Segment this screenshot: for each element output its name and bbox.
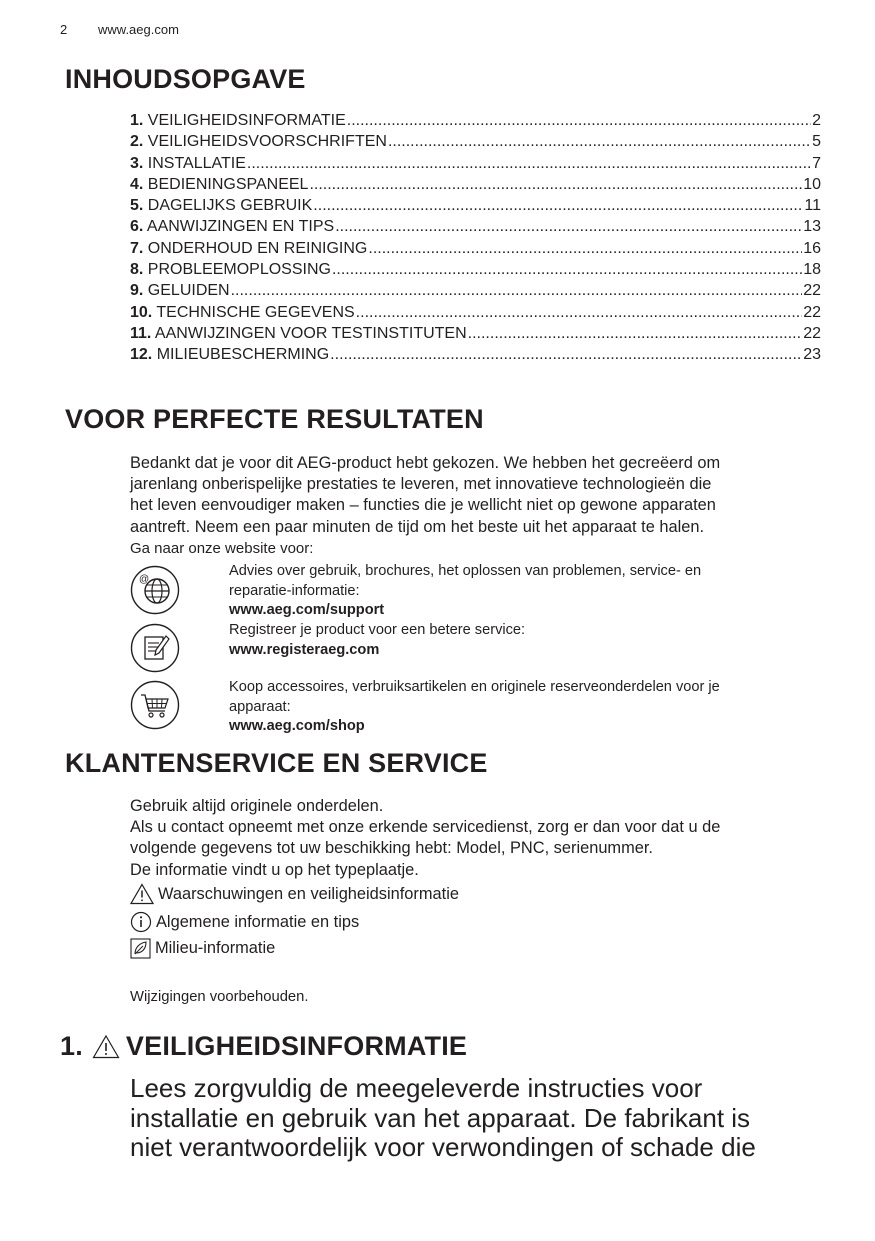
perfect-results-title: VOOR PERFECTE RESULTATEN xyxy=(65,404,484,434)
toc-item-number: 3. xyxy=(130,154,144,172)
toc-item-page: 16 xyxy=(803,239,821,257)
perfect-results-intro xyxy=(130,453,820,559)
customer-service-text xyxy=(130,796,820,881)
service-desc: reparatie-informatie: xyxy=(229,582,360,599)
toc-leader xyxy=(335,218,802,236)
safety-line: niet verantwoordelijk voor verwondingen of schade die xyxy=(130,1132,756,1162)
toc-item-page: 23 xyxy=(803,346,821,364)
service-line: volgende gegevens tot uw beschikking hebt: Model, PNC, serienummer. xyxy=(130,839,653,858)
safety-line: Lees zorgvuldig de meegeleverde instructies voor xyxy=(130,1073,703,1103)
toc-item[interactable] xyxy=(130,240,821,261)
changes-note: Wijzigingen voorbehouden. xyxy=(130,989,309,1005)
intro-line: Ga naar onze website voor: xyxy=(130,539,314,557)
page-number: 2 xyxy=(60,22,68,37)
warning-icon xyxy=(130,883,154,905)
shop-link[interactable]: www.aeg.com/shop xyxy=(229,718,365,734)
toc-item-page: 13 xyxy=(803,218,821,236)
customer-service-title: KLANTENSERVICE EN SERVICE xyxy=(65,748,488,778)
toc-leader xyxy=(313,197,803,215)
globe-icon xyxy=(130,565,180,615)
toc-item-number: 12. xyxy=(130,346,153,364)
toc-item-number: 8. xyxy=(130,261,144,279)
cart-icon xyxy=(130,680,180,730)
support-link[interactable]: www.aeg.com/support xyxy=(229,602,385,618)
toc-item-label: PROBLEEMOPLOSSING xyxy=(147,261,331,279)
safety-intro xyxy=(130,1074,830,1163)
legend-warning xyxy=(130,883,459,905)
toc-item-number: 2. xyxy=(130,133,144,151)
register-link[interactable]: www.registeraeg.com xyxy=(229,641,380,658)
safety-line: installatie en gebruik van het apparaat. De fabrikant is xyxy=(130,1102,751,1133)
legend-label: Algemene informatie en tips xyxy=(156,912,360,931)
toc-item-page: 7 xyxy=(812,154,821,172)
service-shop xyxy=(229,678,809,737)
safety-number: 1. xyxy=(60,1031,83,1061)
service-line: Gebruik altijd originele onderdelen. xyxy=(130,797,384,815)
toc-item[interactable] xyxy=(130,282,821,303)
service-register xyxy=(229,621,809,660)
toc-item-number: 4. xyxy=(130,175,144,193)
toc-item-page: 22 xyxy=(803,282,821,300)
service-desc: Registreer je product voor een betere service: xyxy=(229,622,526,638)
service-support xyxy=(229,562,809,621)
toc-leader xyxy=(247,155,811,173)
legend-label: Waarschuwingen en veiligheidsinformatie xyxy=(158,884,459,903)
intro-line: Bedankt dat je voor dit AEG-product hebt gekozen. We hebben het gecreëerd om xyxy=(130,454,721,472)
toc-title: INHOUDSOPGAVE xyxy=(65,64,306,94)
toc-item-number: 9. xyxy=(130,282,144,300)
toc-leader xyxy=(388,133,811,151)
toc-item-page: 22 xyxy=(803,324,821,342)
toc-item[interactable] xyxy=(130,133,821,154)
intro-line: jarenlang onberispelijke prestaties te leveren, met innovatieve technologieën die xyxy=(130,475,712,494)
register-icon xyxy=(130,623,180,673)
toc-item-page: 2 xyxy=(812,112,821,129)
toc-item[interactable] xyxy=(130,261,821,282)
toc-item-label: MILIEUBESCHERMING xyxy=(156,346,330,364)
service-line: De informatie vindt u op het typeplaatje. xyxy=(130,860,419,879)
toc-item-number: 7. xyxy=(130,239,144,257)
toc-item-page: 22 xyxy=(803,303,821,321)
toc-leader xyxy=(330,346,802,364)
legend-environment xyxy=(130,938,275,959)
intro-line: het leven eenvoudiger maken – functies die je wellicht niet op gewone apparaten xyxy=(130,496,716,515)
toc-leader xyxy=(368,240,802,258)
toc-leader xyxy=(309,176,802,194)
toc-item[interactable] xyxy=(130,155,821,176)
toc-leader xyxy=(332,261,802,279)
toc-item-page: 18 xyxy=(803,261,821,279)
safety-heading xyxy=(60,1031,467,1062)
service-line: Als u contact opneemt met onze erkende servicedienst, zorg er dan voor dat u de xyxy=(130,818,721,837)
toc-item-page: 10 xyxy=(803,175,821,193)
toc-leader xyxy=(356,304,803,322)
toc-item-number: 11. xyxy=(130,324,152,342)
toc-item-label: AANWIJZINGEN EN TIPS xyxy=(146,218,335,236)
toc-item[interactable] xyxy=(130,112,821,133)
toc-item[interactable] xyxy=(130,346,821,367)
service-desc: Koop accessoires, verbruiksartikelen en originele reserveonderdelen voor je xyxy=(229,679,720,695)
table-of-contents xyxy=(130,112,821,368)
toc-leader xyxy=(231,282,803,300)
legend-label: Milieu-informatie xyxy=(155,939,276,957)
toc-item-label: VEILIGHEIDSVOORSCHRIFTEN xyxy=(147,133,387,151)
intro-line: aantreft. Neem een paar minuten de tijd om het beste uit het apparaat te halen. xyxy=(130,517,705,536)
header-website[interactable]: www.aeg.com xyxy=(98,22,179,37)
toc-item-number: 10. xyxy=(130,303,153,321)
service-desc: apparaat: xyxy=(229,698,291,715)
toc-item-label: TECHNISCHE GEGEVENS xyxy=(156,303,355,321)
toc-item-label: AANWIJZINGEN VOOR TESTINSTITUTEN xyxy=(154,324,467,342)
toc-item-page: 11 xyxy=(804,197,821,215)
svg-text:@: @ xyxy=(139,574,150,585)
info-icon xyxy=(130,911,152,933)
legend-info xyxy=(130,911,359,933)
toc-item-number: 5. xyxy=(130,197,144,215)
toc-item[interactable] xyxy=(130,304,821,325)
page-header xyxy=(60,22,179,37)
toc-item-label: VEILIGHEIDSINFORMATIE xyxy=(147,112,346,129)
toc-item[interactable] xyxy=(130,176,821,197)
toc-item[interactable] xyxy=(130,325,821,346)
toc-item-page: 5 xyxy=(812,133,821,151)
toc-item[interactable] xyxy=(130,218,821,239)
toc-item-label: ONDERHOUD EN REINIGING xyxy=(147,239,368,257)
toc-item-number: 6. xyxy=(130,218,144,236)
toc-leader xyxy=(347,112,811,130)
toc-item-label: DAGELIJKS GEBRUIK xyxy=(147,197,313,215)
toc-item-label: GELUIDEN xyxy=(147,282,230,300)
warning-icon xyxy=(92,1034,120,1059)
toc-item[interactable] xyxy=(130,197,821,218)
safety-title: VEILIGHEIDSINFORMATIE xyxy=(125,1031,468,1061)
toc-leader xyxy=(468,325,803,343)
service-desc: Advies over gebruik, brochures, het oplossen van problemen, service- en xyxy=(229,563,702,579)
toc-item-label: INSTALLATIE xyxy=(147,154,246,172)
toc-item-number: 1. xyxy=(130,112,144,129)
toc-item-label: BEDIENINGSPANEEL xyxy=(147,175,309,193)
leaf-icon xyxy=(130,938,151,959)
